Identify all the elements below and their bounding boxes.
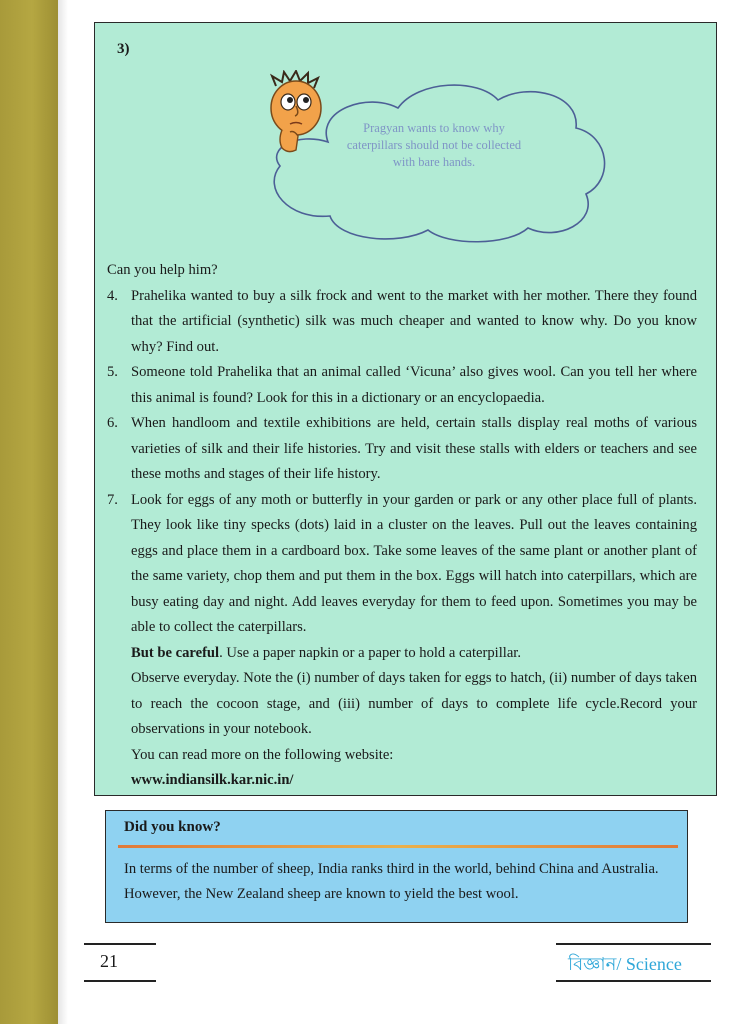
- list-item: [107, 284, 697, 361]
- item-number: 6.: [107, 415, 118, 431]
- help-prompt: Can you help him?: [107, 262, 218, 278]
- page-spine-band: [0, 0, 58, 1024]
- activity-text: [107, 258, 697, 794]
- footer-rule-left-top: [84, 943, 156, 945]
- footer-rule-right-top: [556, 943, 711, 945]
- website-intro: You can read more on the following website:: [131, 746, 394, 763]
- list-item: [107, 360, 697, 411]
- item-text: Someone told Prahelika that an animal called ‘Vicuna’ also gives wool. Can you tell her where this animal is found? Look for this in a dictionary or an encyclopaedia.: [131, 364, 697, 406]
- spine-shadow: [58, 0, 68, 1024]
- did-you-know-box: [105, 810, 688, 923]
- thinking-boy-icon: [264, 70, 328, 156]
- list-item: [107, 411, 697, 488]
- did-you-know-divider: [118, 845, 678, 848]
- page-number: 21: [100, 951, 118, 971]
- did-you-know-title: Did you know?: [124, 819, 221, 835]
- item-number: 7.: [107, 491, 118, 508]
- item-number: 4.: [107, 287, 118, 304]
- list-item: [107, 488, 697, 641]
- observe-text: Observe everyday. Note the (i) number of days taken for eggs to hatch, (ii) number of days taken to reach the cocoon stage, and (iii) number of days to complete life cycle.Record your observations in your notebook.: [131, 670, 697, 737]
- item-number: 5.: [107, 364, 118, 380]
- item-text: Look for eggs of any moth or butterfly in your garden or park or any other place full of plants. They look like tiny specks (dots) laid in a cluster on the leaves. Pull out the leaves containing eggs and place them in a cardboard box. Take some leaves of the same plant or another plant of the same variety, chop them and put them in the box. Eggs will hatch into caterpillars, which are busy eating day and night. Add leaves everyday for them to feed upon. Sometimes you may be able to collect the caterpillars.: [131, 491, 697, 635]
- website-link[interactable]: www.indiansilk.kar.nic.in/: [131, 772, 294, 788]
- item-text: When handloom and textile exhibitions are held, certain stalls display real moths of various varieties of silk and their life histories. Try and visit these stalls with elders or teachers and see these moths and stages of their life history.: [131, 415, 697, 482]
- footer-rule-left-bottom: [84, 980, 156, 982]
- item-3-number: 3): [117, 41, 130, 57]
- careful-note: [107, 641, 697, 667]
- item-text: Prahelika wanted to buy a silk frock and went to the market with her mother. There they found that the artificial (synthetic) silk was much cheaper and wanted to know why. Do you know why? Find out.: [131, 287, 697, 355]
- did-you-know-text: In terms of the number of sheep, India ranks third in the world, behind China and Australia. However, the New Zealand sheep are known to yield the best wool.: [124, 861, 659, 902]
- footer-subject: বিজ্ঞান/ Science: [568, 954, 682, 974]
- thought-bubble-text: Pragyan wants to know why caterpillars should not be collected with bare hands.: [346, 121, 522, 169]
- careful-label: But be careful: [131, 644, 220, 661]
- careful-text: . Use a paper napkin or a paper to hold a caterpillar.: [219, 644, 521, 661]
